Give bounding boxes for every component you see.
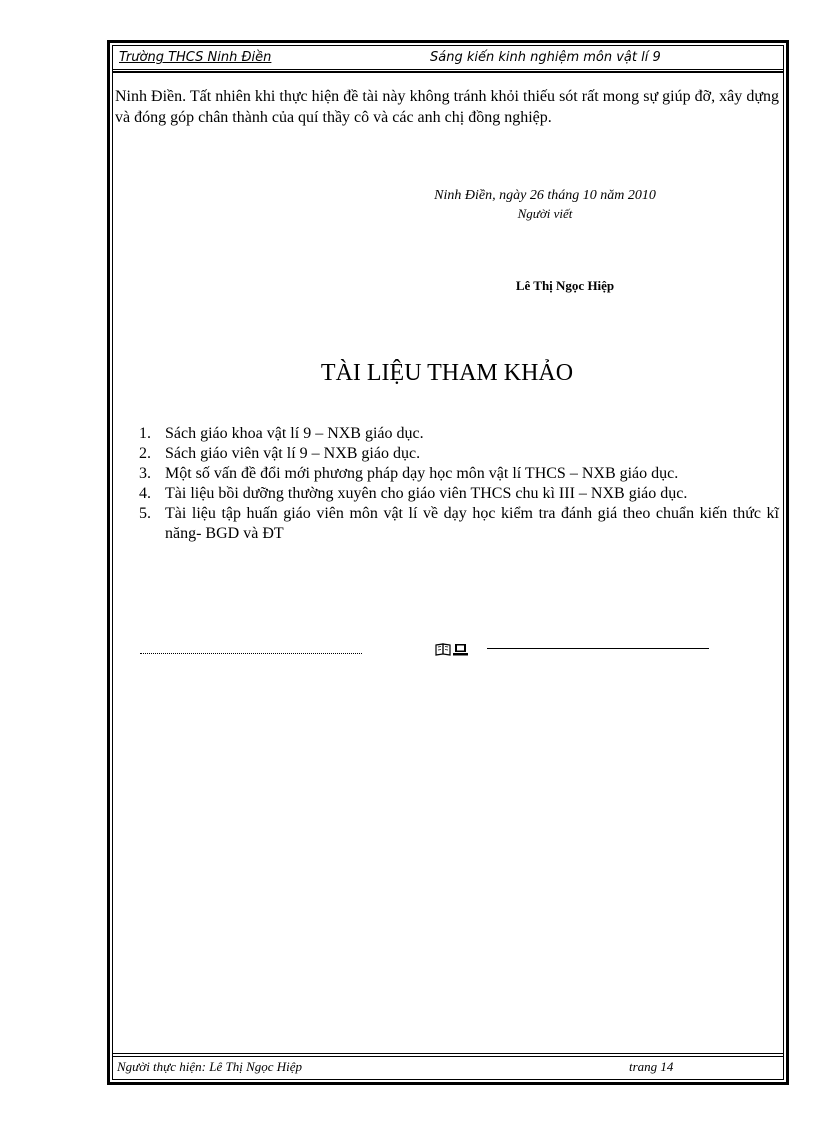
signature-role: Người viết <box>517 206 573 221</box>
header-rule-thick <box>112 71 784 73</box>
list-item-number: 2. <box>139 445 151 462</box>
page-number: trang 14 <box>629 1059 674 1074</box>
signature-date: Ninh Điền, ngày 26 tháng 10 năm 2010 <box>434 188 656 203</box>
references-list <box>115 424 779 544</box>
list-item-text: Sách giáo viên vật lí 9 – NXB giáo dục. <box>165 445 421 462</box>
list-item-text: Một số vấn đề đổi mới phương pháp dạy học môn vật lí THCS – NXB giáo dục. <box>165 465 679 482</box>
list-item <box>115 444 779 464</box>
list-item <box>115 464 779 484</box>
list-item <box>115 484 779 504</box>
page-header <box>117 50 779 68</box>
list-item-number: 3. <box>139 465 151 482</box>
list-item-number: 1. <box>139 425 151 442</box>
list-item <box>115 424 779 444</box>
footer-author: Người thực hiện: Lê Thị Ngọc Hiệp <box>117 1059 303 1074</box>
header-rule <box>112 69 784 70</box>
list-item-text: Sách giáo khoa vật lí 9 – NXB giáo dục. <box>165 425 424 442</box>
header-school: Trường THCS Ninh Điền <box>119 50 272 65</box>
closing-paragraph: Ninh Điền. Tất nhiên khi thực hiện đề tài này không tránh khỏi thiếu sót rất mong sự giúp đỡ, xây dựng và đóng góp chân thành của quí thầy cô và các anh chị đồng nghiệp. <box>115 88 779 126</box>
list-item-number: 5. <box>139 505 151 522</box>
signature-name: Lê Thị Ngọc Hiệp <box>515 278 615 293</box>
dotted-rule <box>140 653 362 654</box>
list-item-text: Tài liệu tập huấn giáo viên môn vật lí về dạy học kiểm tra đánh giá theo chuẩn kiến thức kĩ năng- BGD và ĐT <box>165 505 779 542</box>
solid-rule <box>487 648 709 649</box>
section-divider <box>115 638 795 652</box>
footer-rule <box>112 1053 784 1054</box>
list-item <box>115 504 779 544</box>
book-computer-icon <box>435 642 469 656</box>
footer-rule-second <box>112 1056 784 1057</box>
list-item-text: Tài liệu bồi dưỡng thường xuyên cho giáo viên THCS chu kì III – NXB giáo dục. <box>165 485 688 502</box>
list-item-number: 4. <box>139 485 151 502</box>
header-subject: Sáng kiến kinh nghiệm môn vật lí 9 <box>430 50 661 65</box>
references-title: TÀI LIỆU THAM KHẢO <box>320 360 574 386</box>
